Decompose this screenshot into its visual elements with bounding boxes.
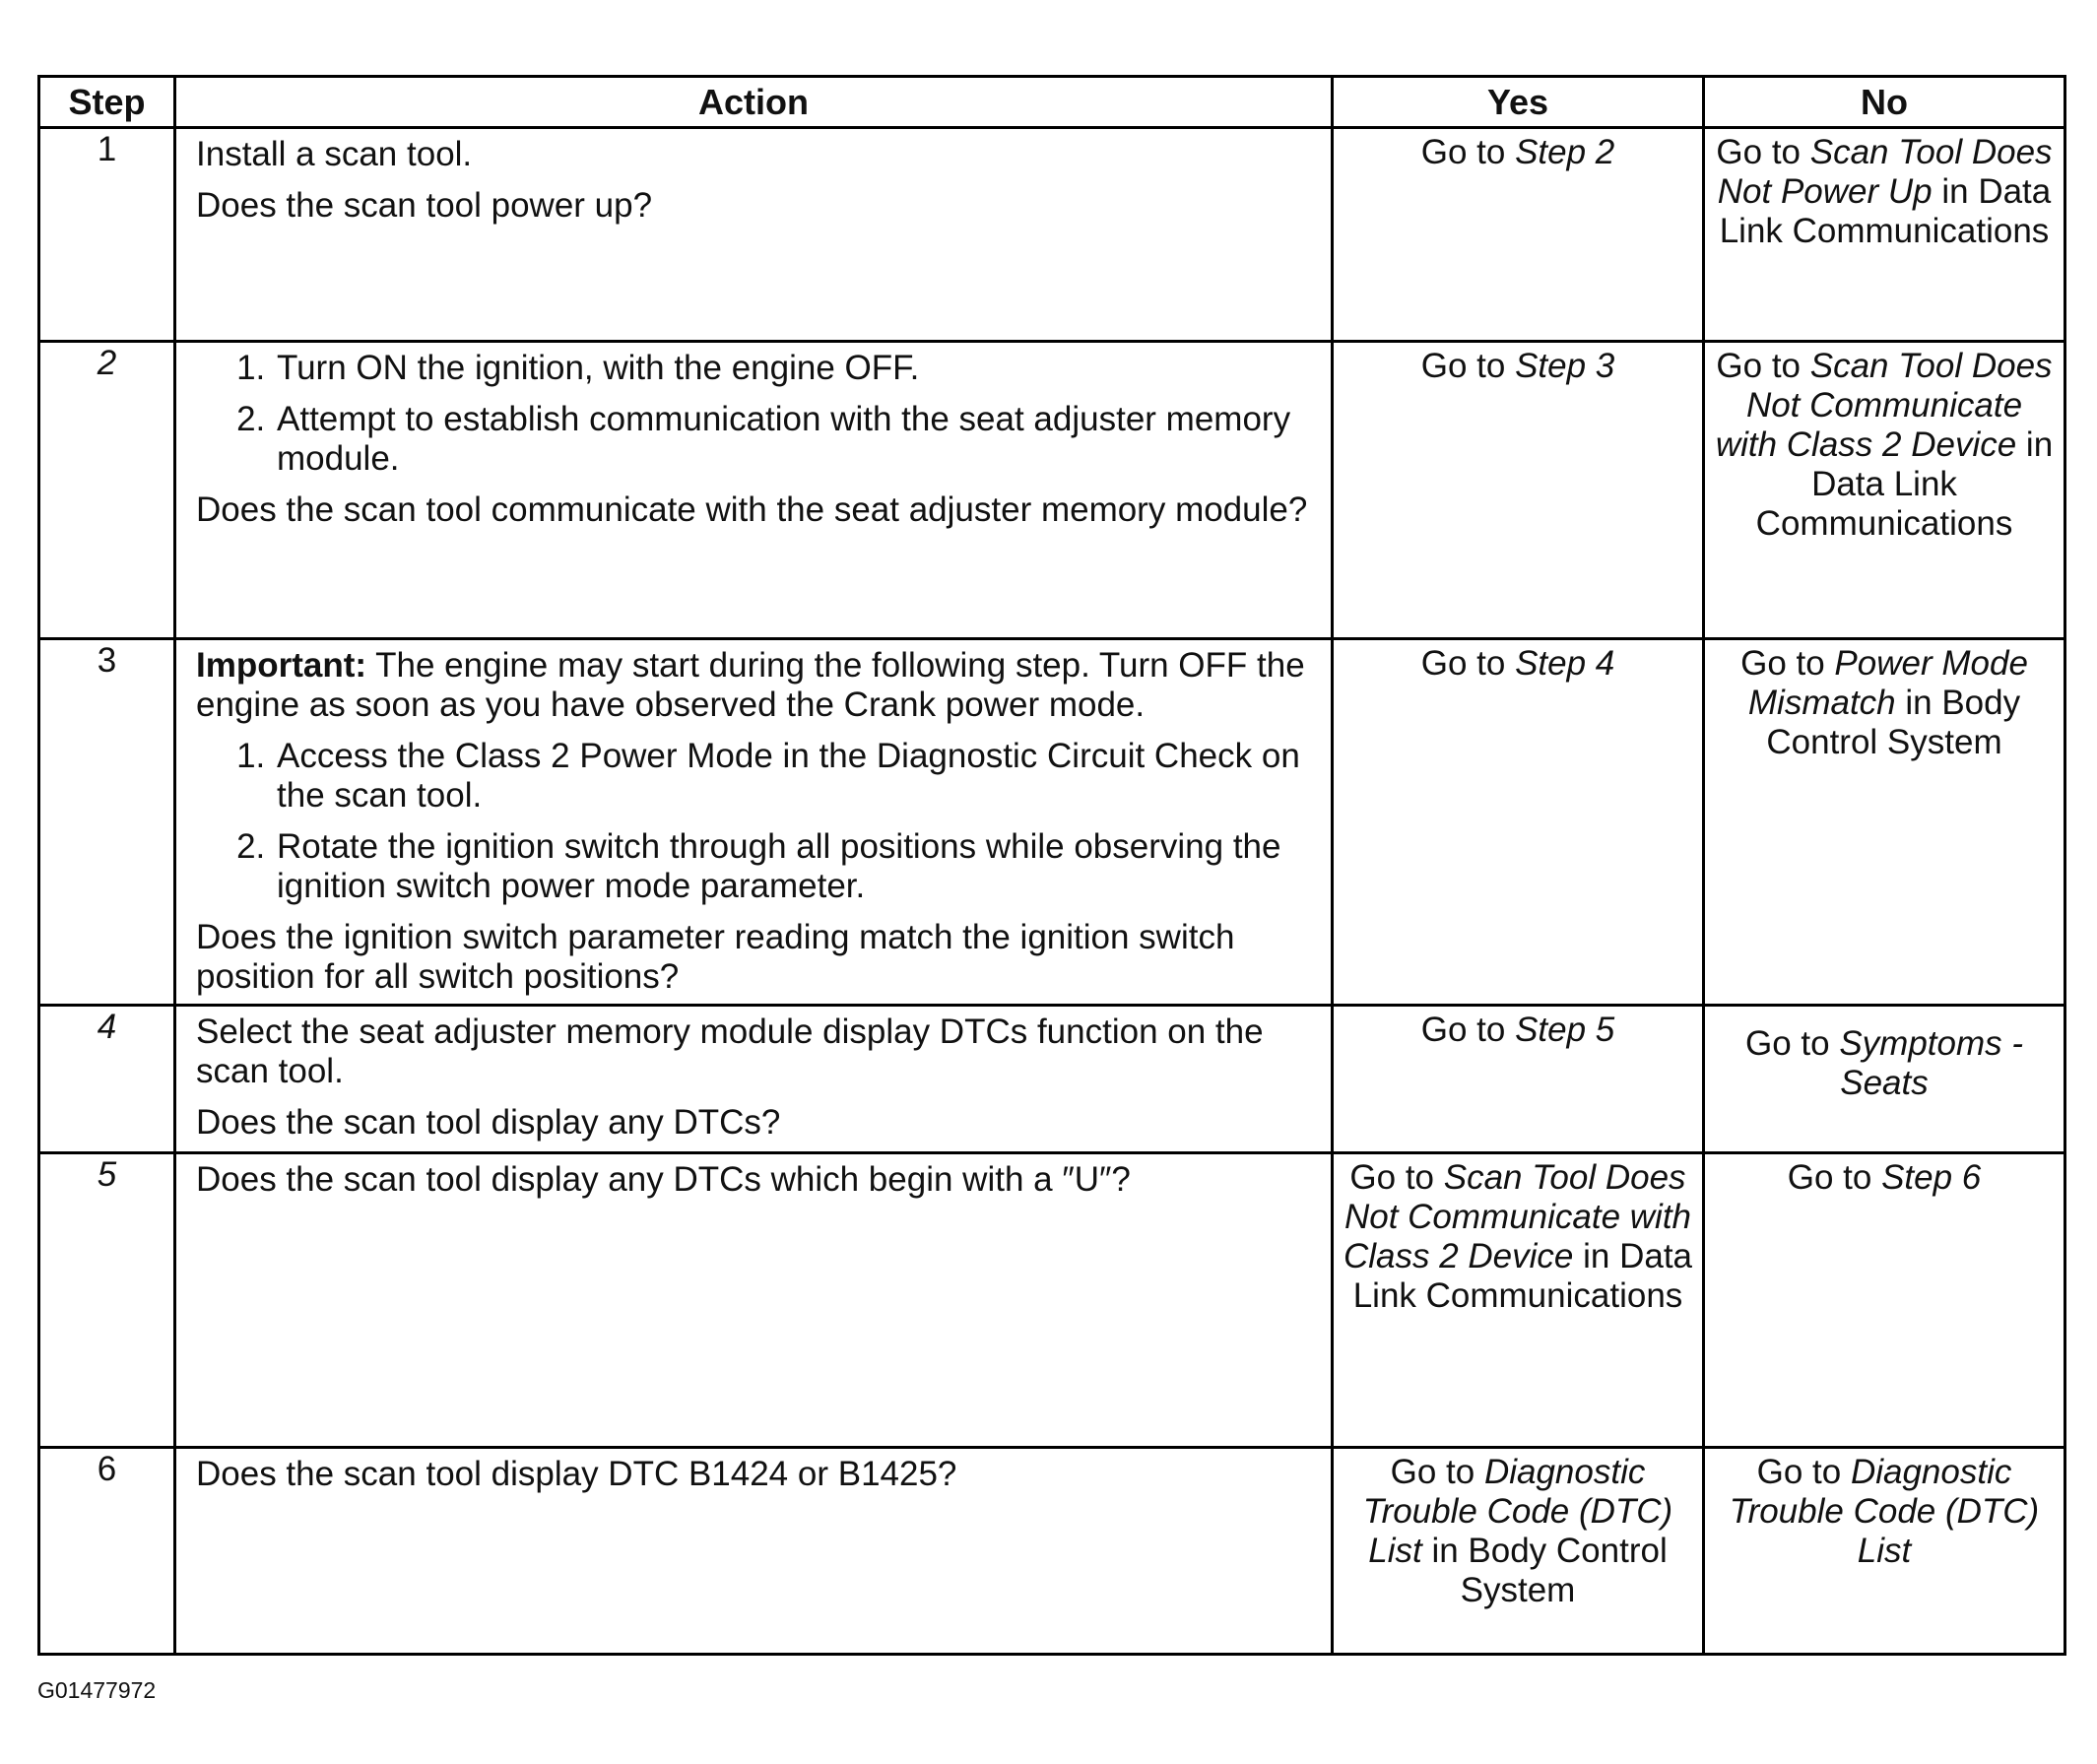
action-text: Install a scan tool. [196, 135, 473, 173]
no-cell: Go to Symptoms - Seats [1704, 1006, 2065, 1153]
no-cell: Go to Scan Tool Does Not Communicate with Class 2 Device in Data Link Communications [1704, 342, 2065, 639]
step-number: 1 [39, 128, 175, 342]
action-question: Does the scan tool communicate with the seat adjuster memory module? [196, 490, 1308, 529]
action-question: Does the scan tool power up? [196, 186, 653, 225]
step-number: 3 [39, 639, 175, 1006]
yes-cell: Go to Diagnostic Trouble Code (DTC) List in Body Control System [1333, 1448, 1704, 1655]
procedure-link[interactable]: Scan Tool Does Not Power Up [1717, 133, 2053, 211]
action-question: Does the scan tool display any DTCs which begin with a ″U″? [196, 1160, 1131, 1199]
yes-cell: Go to Step 2 [1333, 128, 1704, 342]
step-link[interactable]: Step 3 [1515, 347, 1615, 385]
procedure-link[interactable]: Scan Tool Does Not Communicate with Class 2 Device [1343, 1158, 1692, 1275]
step-link[interactable]: Step 4 [1515, 644, 1615, 683]
header-action: Action [175, 77, 1333, 128]
action-text: Select the seat adjuster memory module display DTCs function on the scan tool. [196, 1013, 1264, 1090]
action-cell [175, 1448, 1333, 1655]
figure-id: G01477972 [37, 1677, 157, 1703]
action-cell [175, 342, 1333, 639]
important-note: Important: The engine may start during the following step. Turn OFF the engine as soon as you have observed the Crank power mode. [196, 646, 1305, 724]
step-link[interactable]: Step 2 [1515, 133, 1615, 171]
action-step: 1. Turn ON the ignition, with the engine OFF. [275, 349, 1313, 388]
procedure-link[interactable]: Diagnostic Trouble Code (DTC) List [1729, 1453, 2040, 1570]
step-link[interactable]: Step 6 [1881, 1158, 1982, 1197]
action-steps-list [196, 349, 1313, 479]
table-row [39, 1153, 2065, 1448]
action-question: Does the ignition switch parameter reading match the ignition switch position for all switch positions? [196, 918, 1235, 996]
action-step: 1. Access the Class 2 Power Mode in the Diagnostic Circuit Check on the scan tool. [275, 737, 1313, 816]
table-row [39, 639, 2065, 1006]
step-number: 5 [39, 1153, 175, 1448]
procedure-link[interactable]: Symptoms - Seats [1839, 1024, 2024, 1102]
action-cell [175, 1153, 1333, 1448]
header-step: Step [39, 77, 175, 128]
action-step: 2. Attempt to establish communication with the seat adjuster memory module. [275, 400, 1313, 479]
no-cell: Go to Scan Tool Does Not Power Up in Data Link Communications [1704, 128, 2065, 342]
table-row [39, 128, 2065, 342]
step-number: 4 [39, 1006, 175, 1153]
table-row [39, 1006, 2065, 1153]
action-question: Does the scan tool display DTC B1424 or B1425? [196, 1455, 957, 1493]
header-yes: Yes [1333, 77, 1704, 128]
action-cell [175, 639, 1333, 1006]
procedure-link[interactable]: Diagnostic Trouble Code (DTC) List [1362, 1453, 1673, 1570]
procedure-link[interactable]: Power Mode Mismatch [1747, 644, 2028, 722]
header-no: No [1704, 77, 2065, 128]
no-cell: Go to Step 6 [1704, 1153, 2065, 1448]
step-number: 2 [39, 342, 175, 639]
yes-cell: Go to Scan Tool Does Not Communicate with Class 2 Device in Data Link Communications [1333, 1153, 1704, 1448]
action-question: Does the scan tool display any DTCs? [196, 1103, 781, 1142]
yes-cell: Go to Step 4 [1333, 639, 1704, 1006]
step-link[interactable]: Step 5 [1515, 1011, 1615, 1049]
important-label: Important: [196, 646, 367, 685]
table-row [39, 1448, 2065, 1655]
no-cell: Go to Diagnostic Trouble Code (DTC) List [1704, 1448, 2065, 1655]
action-cell [175, 1006, 1333, 1153]
no-cell: Go to Power Mode Mismatch in Body Control System [1704, 639, 2065, 1006]
diagnostic-table [37, 75, 2066, 1656]
yes-cell: Go to Step 5 [1333, 1006, 1704, 1153]
action-cell [175, 128, 1333, 342]
yes-cell: Go to Step 3 [1333, 342, 1704, 639]
procedure-link[interactable]: Scan Tool Does Not Communicate with Class 2 Device [1715, 347, 2053, 464]
header-row [39, 77, 2065, 128]
action-step: 2. Rotate the ignition switch through all positions while observing the ignition switch power mode parameter. [275, 827, 1313, 906]
table-row [39, 342, 2065, 639]
step-number: 6 [39, 1448, 175, 1655]
action-steps-list [196, 737, 1313, 906]
